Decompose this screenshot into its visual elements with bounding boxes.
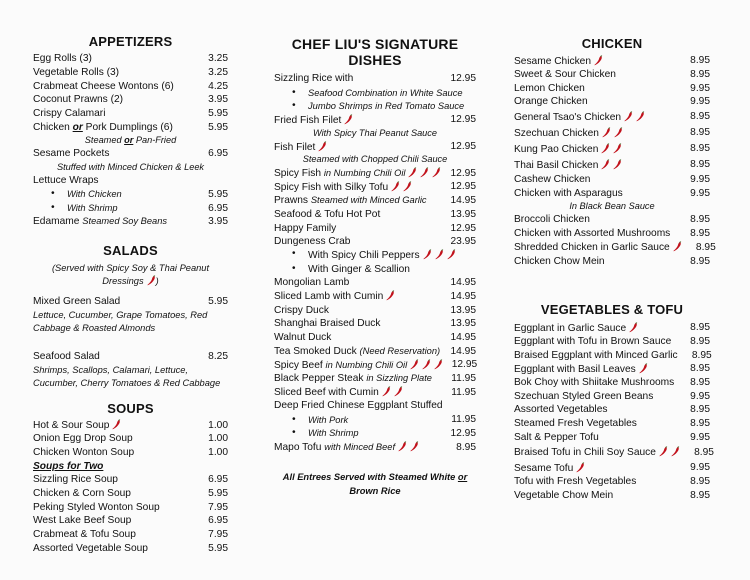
menu-item: Crabmeat Cheese Wontons (6) 4.25 <box>33 80 228 92</box>
menu-item: Coconut Prawns (2) 3.95 <box>33 94 228 106</box>
pepper-icon <box>398 441 407 452</box>
menu-item: Onion Egg Drop Soup 1.00 <box>33 433 228 445</box>
menu-item: Shredded Chicken in Garlic Sauce 8.95 <box>514 241 716 254</box>
menu-item: Cashew Chicken 9.95 <box>514 174 710 186</box>
menu-item: Spicy Fish in Numbing Chili Oil 12.95 <box>274 167 476 180</box>
item-note: In Black Bean Sauce <box>569 201 655 212</box>
pepper-icon <box>671 446 680 457</box>
menu-item: • Seafood Combination in White Sauce <box>274 86 476 100</box>
middle-column <box>274 0 476 498</box>
menu-item: • With Shrimp 6.95 <box>33 201 228 215</box>
pepper-icon <box>447 249 456 260</box>
vegetables-heading: VEGETABLES & TOFU <box>540 301 684 317</box>
menu-item: Braised Tofu in Chili Soy Sauce 8.95 <box>514 446 714 459</box>
appetizers-heading: APPETIZERS <box>88 34 173 49</box>
chicken-heading: CHICKEN <box>581 36 643 51</box>
menu-item: Seafood & Tofu Hot Pot 13.95 <box>274 208 476 220</box>
menu-item: Sizzling Rice Soup 6.95 <box>33 474 228 486</box>
menu-item: Seafood Salad 8.25 <box>33 351 228 363</box>
menu-item: Sliced Lamb with Cumin 14.95 <box>274 290 476 303</box>
menu-item: Sliced Beef with Cumin 11.95 <box>274 386 476 399</box>
menu-item: Vegetable Chow Mein 8.95 <box>514 490 710 502</box>
menu-item: Mongolian Lamb 14.95 <box>274 277 476 289</box>
menu-item: Spicy Fish with Silky Tofu 12.95 <box>274 181 476 193</box>
menu-item: Orange Chicken 9.95 <box>514 96 710 108</box>
menu-item: Chicken with Assorted Mushrooms 8.95 <box>514 228 710 240</box>
menu-item: • With Shrimp 12.95 <box>274 427 476 441</box>
pepper-icon <box>318 141 327 152</box>
item-note: Stuffed with Minced Chicken & Leek <box>56 161 205 172</box>
menu-item: • Jumbo Shrimps in Red Tomato Sauce <box>274 99 476 113</box>
right-column <box>514 0 716 502</box>
menu-item: • With Ginger & Scallion <box>274 262 476 276</box>
menu-item: Salt & Pepper Tofu 9.95 <box>514 431 710 443</box>
pepper-icon <box>386 290 395 301</box>
menu-item: • With Spicy Chili Peppers <box>274 249 476 263</box>
menu-item: Prawns Steamed with Minced Garlic 14.95 <box>274 195 476 207</box>
menu-item: Chicken or Pork Dumplings (6) 5.95 <box>33 121 228 133</box>
pepper-icon <box>673 241 682 252</box>
menu-item: Mixed Green Salad 5.95 <box>33 296 228 308</box>
menu-item: Egg Rolls (3) 3.25 <box>33 53 228 65</box>
pepper-icon <box>601 143 610 154</box>
menu-item: Fish Filet 12.95 <box>274 141 476 153</box>
menu-item: Assorted Vegetables 8.95 <box>514 404 710 416</box>
pepper-icon <box>410 359 419 370</box>
menu-item: Chicken Chow Mein 8.95 <box>514 255 710 267</box>
menu-item: Bok Choy with Shiitake Mushrooms 8.95 <box>514 376 710 388</box>
menu-item: Broccoli Chicken 8.95 <box>514 214 710 226</box>
pepper-icon <box>601 159 610 170</box>
soups-for-two-heading: Soups for Two <box>33 460 104 472</box>
pepper-icon <box>420 167 429 178</box>
pepper-icon <box>147 275 156 286</box>
pepper-icon <box>624 111 633 122</box>
menu-item: Peking Styled Wonton Soup 7.95 <box>33 501 228 513</box>
pepper-icon <box>639 363 648 374</box>
pepper-icon <box>613 143 622 154</box>
menu-item: Vegetable Rolls (3) 3.25 <box>33 67 228 79</box>
menu-item: Crispy Calamari 5.95 <box>33 108 228 120</box>
menu-item: Lemon Chicken 9.95 <box>514 82 710 94</box>
menu-item: Edamame Steamed Soy Beans 3.95 <box>33 216 228 228</box>
pepper-icon <box>391 181 400 192</box>
pepper-icon <box>408 167 417 178</box>
pepper-icon <box>659 446 668 457</box>
menu-item: Shanghai Braised Duck 13.95 <box>274 318 476 330</box>
item-note: Steamed with Chopped Chili Sauce <box>302 154 448 165</box>
menu-item: Sesame Pockets 6.95 <box>33 148 228 160</box>
menu-item: Sesame Chicken 8.95 <box>514 55 710 67</box>
pepper-icon <box>629 322 638 333</box>
menu-item: Lettuce Wraps <box>33 175 99 187</box>
pepper-icon <box>434 359 443 370</box>
menu-item: Chicken with Asparagus 9.95 <box>514 187 710 199</box>
pepper-icon <box>614 127 623 138</box>
menu-item: Crispy Duck 13.95 <box>274 304 476 316</box>
pepper-icon <box>112 419 121 430</box>
menu-item: • With Pork 11.95 <box>274 413 476 427</box>
menu-item: Szechuan Styled Green Beans 9.95 <box>514 390 710 402</box>
item-note: With Spicy Thai Peanut Sauce <box>312 127 437 138</box>
menu-item: Happy Family 12.95 <box>274 222 476 234</box>
pepper-icon <box>613 159 622 170</box>
menu-item: Fried Fish Filet 12.95 <box>274 114 476 126</box>
menu-item: Tea Smoked Duck (Need Reservation) 14.95 <box>274 345 476 357</box>
pepper-icon <box>602 127 611 138</box>
menu-item: Sesame Tofu 9.95 <box>514 462 710 474</box>
menu-item: Spicy Beef in Numbing Chili Oil 12.95 <box>274 359 478 371</box>
pepper-icon <box>432 167 441 178</box>
pepper-icon <box>423 249 432 260</box>
menu-item: Sweet & Sour Chicken 8.95 <box>514 69 710 81</box>
menu-item: General Tsao's Chicken 8.95 <box>514 111 710 123</box>
pepper-icon <box>382 386 391 397</box>
pepper-icon <box>435 249 444 260</box>
menu-item: Mapo Tofu with Minced Beef 8.95 <box>274 441 476 454</box>
menu-item: Braised Eggplant with Minced Garlic 8.95 <box>514 349 712 361</box>
pepper-icon <box>410 441 419 452</box>
pepper-icon <box>636 111 645 122</box>
menu-item: Chicken & Corn Soup 5.95 <box>33 487 228 499</box>
menu-item: Szechuan Chicken 8.95 <box>514 127 710 139</box>
salads-note: (Served with Spicy Soy & Thai Peanut Dressings ) <box>51 262 210 287</box>
menu-item: Walnut Duck 14.95 <box>274 332 476 344</box>
menu-item: Eggplant in Garlic Sauce 8.95 <box>514 322 710 334</box>
menu-item: Hot & Sour Soup 1.00 <box>33 419 228 431</box>
pepper-icon <box>422 359 431 370</box>
pepper-icon <box>403 181 412 192</box>
menu-item: Chicken Wonton Soup 1.00 <box>33 446 228 458</box>
left-column <box>33 0 228 555</box>
item-description: Lettuce, Cucumber, Grape Tomatoes, Red Cabbage & Roasted Almonds <box>33 309 208 334</box>
menu-item: Thai Basil Chicken 8.95 <box>514 159 710 171</box>
salads-heading: SALADS <box>103 242 158 258</box>
menu-item: Black Pepper Steak in Sizzling Plate 11.95 <box>274 373 476 385</box>
menu-item: Sizzling Rice with 12.95 <box>274 73 476 85</box>
menu-item: Tofu with Fresh Vegetables 8.95 <box>514 476 710 488</box>
menu-item: Dungeness Crab 23.95 <box>274 236 476 248</box>
menu-item: Assorted Vegetable Soup 5.95 <box>33 542 228 554</box>
pepper-icon <box>344 114 353 125</box>
soups-heading: SOUPS <box>107 401 154 417</box>
menu-item: Deep Fried Chinese Eggplant Stuffed <box>274 400 443 412</box>
menu-item: • With Chicken 5.95 <box>33 188 228 202</box>
menu-item: Steamed Fresh Vegetables 8.95 <box>514 418 710 430</box>
item-description: Shrimps, Scallops, Calamari, Lettuce, Cucumber, Cherry Tomatoes & Red Cabbage <box>33 364 221 389</box>
entrees-footer: All Entrees Served with Steamed White or Brown Rice <box>282 471 468 496</box>
signature-heading: CHEF LIU'S SIGNATURE DISHES <box>291 36 459 68</box>
item-note: Steamed or Pan-Fried <box>84 135 177 146</box>
pepper-icon <box>594 55 603 66</box>
pepper-icon <box>576 462 585 473</box>
pepper-icon <box>394 386 403 397</box>
menu-item: West Lake Beef Soup 6.95 <box>33 515 228 527</box>
menu-item: Eggplant with Basil Leaves 8.95 <box>514 363 710 375</box>
menu-item: Kung Pao Chicken 8.95 <box>514 143 710 155</box>
menu-item: Eggplant with Tofu in Brown Sauce 8.95 <box>514 335 710 347</box>
menu-item: Crabmeat & Tofu Soup 7.95 <box>33 529 228 540</box>
